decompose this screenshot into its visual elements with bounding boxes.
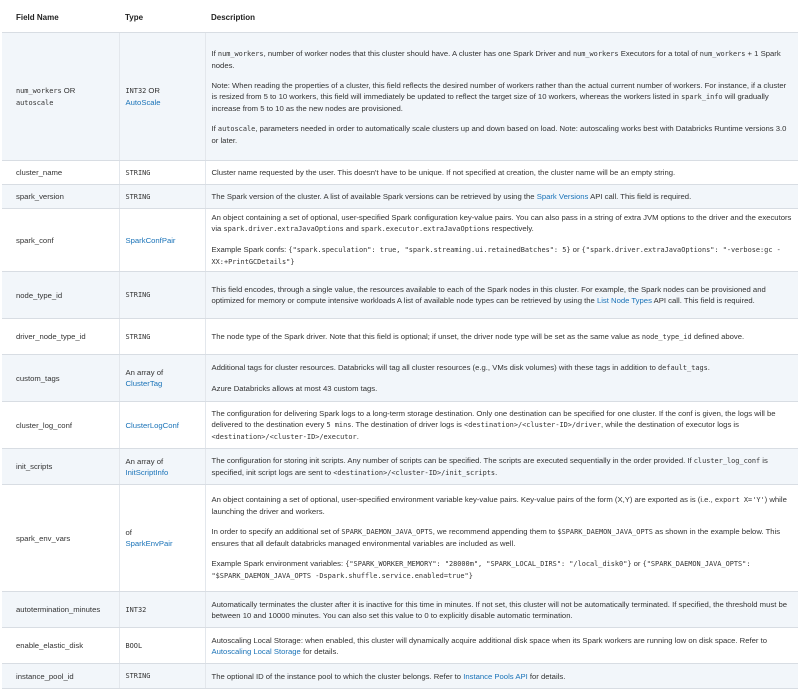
type-name: BOOL (125, 641, 143, 650)
type-link-clustertag[interactable]: ClusterTag (125, 379, 163, 388)
text: Example Spark confs: (211, 245, 289, 254)
description-cell (205, 319, 798, 355)
text: An object containing a set of optional, user-specified environment variable key-value pairs. Key-value pairs of the form (X,Y) are exported as is (i.e., (211, 495, 715, 504)
text: . (356, 431, 359, 441)
type-link-autoscale[interactable]: AutoScale (125, 98, 161, 107)
header-row (2, 2, 798, 33)
text: . The destination of driver logs is (351, 419, 465, 429)
type-cell (119, 161, 205, 185)
description-cell (205, 402, 798, 449)
code-snippet: spark.driver.extraJavaOptions (223, 225, 344, 233)
type-cell (119, 628, 205, 664)
code-snippet: 5 mins (326, 420, 352, 429)
type-cell (119, 355, 205, 402)
code-snippet: SPARK_DAEMON_JAVA_OPTS (341, 528, 433, 536)
code-snippet: cluster_log_conf (693, 456, 761, 465)
type-cell (119, 592, 205, 628)
text: The configuration for delivering Spark logs to a long-term storage destination. Only one destination can be specified for one cluster. If the conf is given, the logs will be delivered to the destination every (211, 408, 776, 429)
text: for details. (300, 646, 339, 656)
table-row (2, 33, 798, 161)
text: will gradually increase from 5 to 10 as the new nodes are provisioned. (211, 91, 769, 113)
table-row (2, 355, 798, 402)
description-paragraph (212, 48, 793, 71)
description-paragraph (212, 494, 793, 517)
table-row (2, 319, 798, 355)
text: is specified, init script logs are sent to (211, 455, 768, 477)
code-snippet: num_workers (217, 49, 264, 58)
or-text: OR (61, 85, 76, 95)
instance-pools-api-link[interactable]: Instance Pools API (463, 671, 528, 681)
text: In order to specify an additional set of (211, 527, 342, 536)
description-cell (205, 355, 798, 402)
code-snippet: <destination>/<cluster-ID>/driver (464, 420, 601, 429)
text: This field encodes, through a single value, the resources available to each of the Spark nodes in this cluster. For example, the Spark nodes can be provisioned and optimized for memory or compute intensive workloads A list of available node types can be retrieved by using the (211, 285, 766, 305)
text: Additional tags for cluster resources. Databricks will tag all cluster resources (e.g., VMs disk volumes) with these tags in addition to (211, 363, 658, 372)
text: Executors for a total of (618, 48, 700, 58)
text: and (343, 224, 361, 233)
text: , while the destination of executor logs is (600, 419, 739, 429)
type-name: STRING (125, 291, 151, 299)
type-cell (119, 664, 205, 689)
description-cell (205, 628, 798, 664)
text: If (211, 123, 218, 133)
type-name: STRING (125, 192, 151, 201)
field-name: cluster_name (2, 161, 119, 185)
table-row (2, 449, 798, 485)
field-name-cell (2, 33, 119, 161)
text: , we recommend appending them to (432, 527, 558, 536)
text: API call. This field is required. (651, 296, 755, 305)
text: respectively. (489, 224, 534, 233)
code-snippet: <destination>/<cluster-ID>/executor (211, 432, 357, 441)
text: The node type of the Spark driver. Note that this field is optional; if unset, the driver node type will be set as the same value as (211, 331, 642, 341)
text: ) while launching the driver and workers. (211, 495, 787, 516)
text: defined above. (691, 331, 745, 341)
text: + 1 Spark nodes. (211, 48, 781, 70)
field-name: spark_conf (2, 209, 119, 272)
table-header (2, 2, 798, 33)
table-row (2, 209, 798, 272)
header-field-name: Field Name (2, 2, 119, 33)
table-row (2, 628, 798, 664)
field-name-alt: autoscale (16, 98, 54, 107)
type-name: INT32 (125, 605, 147, 614)
description-cell: Automatically terminates the cluster after it is inactive for this time in minutes. If not set, this cluster will not be automatically terminated. If specified, the threshold must be between 10 and 10000 minutes. You can also set this value to 0 to explicitly disable automatic termination. (205, 592, 798, 628)
spark-versions-link[interactable]: Spark Versions (536, 192, 589, 201)
description-cell (205, 272, 798, 319)
description-paragraph (212, 80, 793, 114)
type-cell (119, 449, 205, 485)
type-text: An array of (125, 368, 164, 377)
description-paragraph (212, 123, 793, 146)
type-cell (119, 185, 205, 209)
type-cell (119, 485, 205, 592)
text: API call. This field is required. (588, 192, 692, 201)
code-snippet: default_tags (658, 364, 708, 372)
table-row (2, 161, 798, 185)
description-paragraph (212, 212, 793, 235)
description-cell (205, 209, 798, 272)
description-cell (205, 449, 798, 485)
text: . (495, 467, 498, 477)
code-snippet: num_workers (699, 49, 746, 58)
text: , number of worker nodes that this cluster should have. A cluster has one Spark Driver and (263, 48, 573, 58)
code-snippet: num_workers (572, 49, 619, 58)
code-snippet: export X='Y' (714, 496, 765, 504)
type-cell (119, 272, 205, 319)
text: The optional ID of the instance pool to which the cluster belongs. Refer to (211, 671, 464, 681)
text: The configuration for storing init scripts. Any number of scripts can be specified. The scripts are executed sequentially in the order provided. If (211, 455, 694, 465)
code-snippet: <destination>/<cluster-ID>/init_scripts (333, 468, 496, 477)
autoscaling-local-storage-link[interactable]: Autoscaling Local Storage (211, 646, 301, 656)
text: as shown in the example below. This ensures that all default databricks managed environmental variables are included as well. (211, 527, 781, 548)
type-text: An array of (125, 456, 164, 466)
code-snippet: {"SPARK_WORKER_MEMORY": "28000m", "SPARK_LOCAL_DIRS": "/local_disk0"} (345, 560, 632, 568)
code-snippet: {"spark.driver.extraJavaOptions": "-verbose:gc -XX:+PrintGCDetails"} (211, 246, 781, 266)
field-name: autotermination_minutes (2, 592, 119, 628)
text: or (631, 559, 643, 568)
header-type: Type (119, 2, 205, 33)
table-row (2, 185, 798, 209)
type-link-sparkconfpair[interactable]: SparkConfPair (125, 235, 176, 245)
code-snippet: {"spark.speculation": true, "spark.streaming.ui.retainedBatches": 5} (288, 246, 571, 254)
description-paragraph: Azure Databricks allows at most 43 custom tags. (211, 384, 378, 393)
type-name: INT32 (125, 87, 147, 95)
code-snippet: node_type_id (641, 332, 692, 341)
field-name: driver_node_type_id (2, 319, 119, 355)
text: Autoscaling Local Storage: when enabled, this cluster will dynamically acquire additional disk space when its Spark workers are running low on disk space. Refer to (211, 635, 767, 645)
description-paragraph (212, 362, 793, 374)
text: If (211, 48, 218, 58)
field-name: enable_elastic_disk (2, 628, 119, 664)
description-cell (205, 485, 798, 592)
description-paragraph (212, 558, 793, 582)
code-snippet: spark.executor.extraJavaOptions (360, 225, 490, 233)
field-name: cluster_log_conf (2, 402, 119, 449)
table-row (2, 664, 798, 689)
text: , parameters needed in order to automatically scale clusters up and down based on load. Note: autoscaling works best with Databricks Runtime versions 3.0 or later. (211, 123, 787, 145)
code-snippet: $SPARK_DAEMON_JAVA_OPTS (557, 528, 653, 536)
field-name: spark_version (2, 185, 119, 209)
type-link-initscriptinfo[interactable]: InitScriptInfo (125, 467, 169, 477)
text: The Spark version of the cluster. A list of available Spark versions can be retrieved by using the (211, 192, 537, 201)
type-name: STRING (125, 332, 151, 341)
code-snippet: {"SPARK_DAEMON_JAVA_OPTS": "$SPARK_DAEMON_JAVA_OPTS -Dspark.shuffle.service.enabled=true"} (211, 560, 751, 580)
text: An object containing a set of optional, user-specified Spark configuration key-value pairs. You can also pass in a string of extra JVM options to the driver and the executors via (211, 213, 792, 233)
field-name: num_workers (16, 86, 62, 95)
description-paragraph (212, 244, 793, 268)
or-text: OR (146, 86, 160, 95)
table-row (2, 402, 798, 449)
table-row (2, 272, 798, 319)
type-name: STRING (125, 168, 151, 177)
code-snippet: spark_info (681, 92, 723, 101)
cluster-spec-table (2, 2, 798, 689)
text: Note: When reading the properties of a cluster, this field reflects the desired number of workers rather than the actual current number of workers. For instance, if a cluster is resized from 5 to 10 workers, this field will immediately be updated to reflect the target size of 10 workers, whereas the workers listed in (211, 80, 787, 101)
type-cell (119, 209, 205, 272)
text: or (570, 245, 582, 254)
description-cell (205, 185, 798, 209)
field-name: spark_env_vars (2, 485, 119, 592)
type-cell (119, 319, 205, 355)
header-description: Description (205, 2, 798, 33)
field-name: instance_pool_id (2, 664, 119, 689)
field-name: init_scripts (2, 449, 119, 485)
type-name: STRING (125, 672, 151, 680)
type-cell (119, 33, 205, 161)
text: for details. (527, 671, 566, 681)
text: Example Spark environment variables: (211, 559, 346, 568)
description-cell: Cluster name requested by the user. This doesn't have to be unique. If not specified at creation, the cluster name will be an empty string. (205, 161, 798, 185)
field-name: custom_tags (2, 355, 119, 402)
type-cell (119, 402, 205, 449)
field-name: node_type_id (2, 272, 119, 319)
description-cell (205, 33, 798, 161)
table-row (2, 592, 798, 628)
code-snippet: autoscale (217, 124, 256, 133)
text: . (707, 363, 710, 372)
type-text: of (125, 528, 132, 537)
type-link-clusterlogconf[interactable]: ClusterLogConf (125, 420, 179, 430)
list-node-types-link[interactable]: List Node Types (596, 296, 652, 305)
table-row (2, 485, 798, 592)
description-cell (205, 664, 798, 689)
description-paragraph (212, 526, 793, 549)
type-link-sparkenvpair[interactable]: SparkEnvPair (125, 539, 173, 548)
